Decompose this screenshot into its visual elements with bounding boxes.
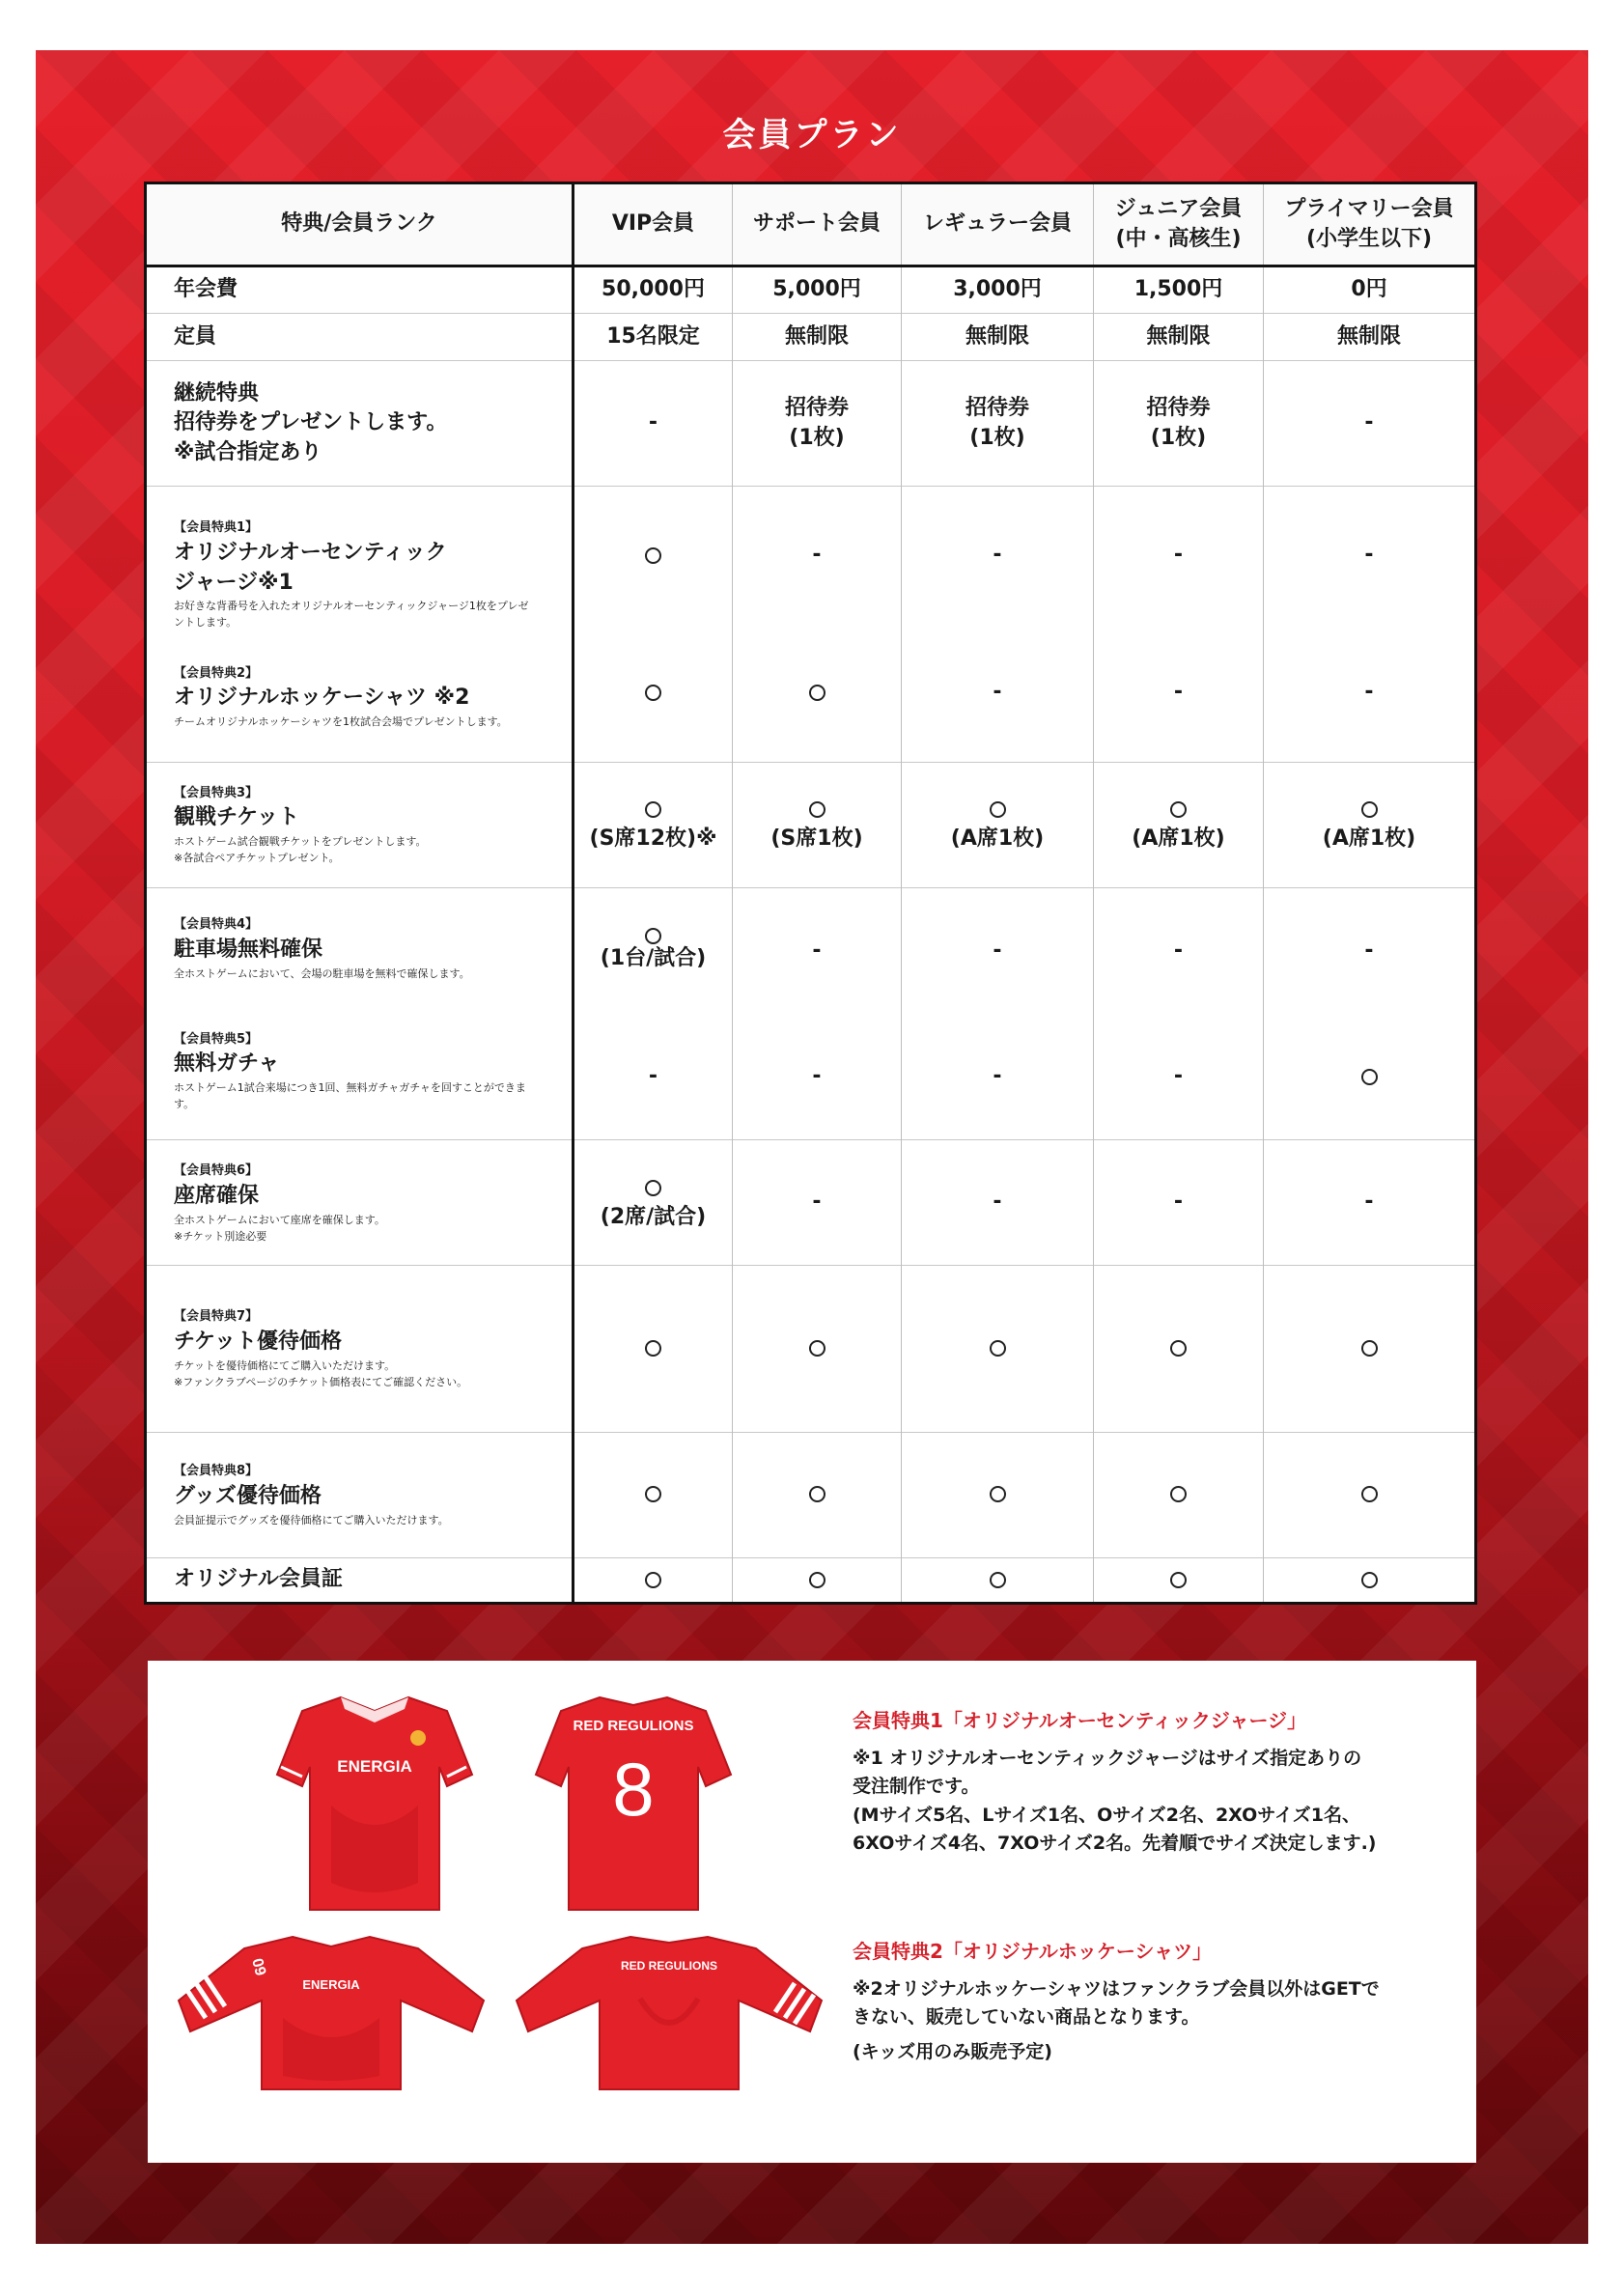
circle-mark xyxy=(645,1572,661,1588)
fee-value: 0円 xyxy=(1264,266,1476,314)
circle-mark xyxy=(645,1340,661,1357)
hockey-sleeve-number: 09 xyxy=(248,1956,269,1978)
benefit-7-value xyxy=(902,1266,1094,1432)
table-row xyxy=(146,1557,1476,1603)
jersey-notes xyxy=(853,1705,1470,2066)
fee-value: 3,000円 xyxy=(902,266,1094,314)
capacity-value: 無制限 xyxy=(733,314,902,361)
fee-value: 5,000円 xyxy=(733,266,902,314)
benefit-8-value xyxy=(574,1432,733,1557)
benefit-8-value xyxy=(733,1432,902,1557)
benefit-1-2-value: - - xyxy=(902,487,1094,762)
circle-mark xyxy=(990,1486,1006,1502)
table-row xyxy=(146,1432,1476,1557)
benefit-1-2-value: - xyxy=(733,487,902,762)
benefit-3-value: (A席1枚) xyxy=(1094,762,1264,887)
continuation-value: 招待券 (1枚) xyxy=(902,361,1094,487)
circle-mark xyxy=(1170,1340,1187,1357)
authentic-jersey-back-image xyxy=(532,1690,735,1917)
circle-mark xyxy=(1361,801,1378,818)
benefit-8-label: 【会員特典8】 グッズ優待価格 会員証提示でグッズを優待価格にてご購入いただけます。 xyxy=(146,1432,574,1557)
continuation-value: 招待券 (1枚) xyxy=(733,361,902,487)
benefit-3-value: (A席1枚) xyxy=(1264,762,1476,887)
header-support: サポート会員 xyxy=(733,183,902,266)
jersey-sponsor-text: ENERGIA xyxy=(337,1757,412,1776)
note-1-text: ※1 オリジナルオーセンティックジャージはサイズ指定ありの 受注制作です。 (Mサイズ5名、Lサイズ1名、Oサイズ2名、2XOサイズ1名、 6XOサイズ4名、7XOサイズ2名。先着順でサイズ決定します.) xyxy=(853,1748,1377,1855)
benefit-4-5-label: 【会員特典4】 駐車場無料確保 全ホストゲームにおいて、会場の駐車場を無料で確保します。 【会員特典5】 無料ガチャ ホストゲーム1試合来場につき1回、無料ガチャガチャを回すことができます。 xyxy=(146,887,574,1139)
capacity-label: 定員 xyxy=(146,314,574,361)
hockey-shirt-front-image xyxy=(177,1931,486,2095)
table-row xyxy=(146,487,1476,762)
benefit-8-value xyxy=(902,1432,1094,1557)
benefit-3-label: 【会員特典3】 観戦チケット ホストゲーム試合観戦チケットをプレゼントします。 ※各試合ペアチケットプレゼント。 xyxy=(146,762,574,887)
circle-mark xyxy=(1170,1486,1187,1502)
benefit-3-value: (S席12枚)※ xyxy=(574,762,733,887)
circle-mark xyxy=(809,801,825,818)
table-row xyxy=(146,762,1476,887)
header-regular: レギュラー会員 xyxy=(902,183,1094,266)
note-2-text: ※2オリジナルホッケーシャツはファンクラブ会員以外はGETで きない、販売していない商品となります。 (キッズ用のみ販売予定) xyxy=(853,1977,1380,2062)
circle-mark xyxy=(1361,1572,1378,1588)
member-card-value xyxy=(574,1557,733,1603)
benefit-7-label: 【会員特典7】 チケット優待価格 チケットを優待価格にてご購入いただけます。 ※ファンクラブページのチケット価格表にてご確認ください。 xyxy=(146,1266,574,1432)
circle-mark xyxy=(990,801,1006,818)
benefit-4-5-value: - - xyxy=(902,887,1094,1139)
circle-mark xyxy=(1361,1069,1378,1085)
benefit-6-value: - xyxy=(733,1140,902,1266)
benefit-6-label: 【会員特典6】 座席確保 全ホストゲームにおいて座席を確保します。 ※チケット別途必要 xyxy=(146,1140,574,1266)
circle-mark xyxy=(1170,1572,1187,1588)
benefit-1-2-value xyxy=(574,487,733,762)
circle-mark xyxy=(1361,1340,1378,1357)
circle-mark xyxy=(645,685,661,701)
header-label: 特典/会員ランク xyxy=(146,183,574,266)
table-row xyxy=(146,314,1476,361)
benefit-4-5-value: - - xyxy=(1094,887,1264,1139)
circle-mark xyxy=(645,547,661,564)
benefit-4-5-value: - xyxy=(1264,887,1476,1139)
fee-value: 50,000円 xyxy=(574,266,733,314)
circle-mark xyxy=(809,1486,825,1502)
fee-label: 年会費 xyxy=(146,266,574,314)
benefit-1-2-value: - - xyxy=(1094,487,1264,762)
circle-mark xyxy=(645,801,661,818)
circle-mark xyxy=(645,1486,661,1502)
note-1-heading: 会員特典1「オリジナルオーセンティックジャージ」 xyxy=(853,1709,1307,1732)
header-vip: VIP会員 xyxy=(574,183,733,266)
benefit-3-value: (A席1枚) xyxy=(902,762,1094,887)
authentic-jersey-front-image xyxy=(273,1690,476,1917)
circle-mark xyxy=(809,1572,825,1588)
benefit-7-value xyxy=(733,1266,902,1432)
benefit-6-value: - xyxy=(902,1140,1094,1266)
table-row xyxy=(146,1140,1476,1266)
benefit-3-value: (S席1枚) xyxy=(733,762,902,887)
jersey-images xyxy=(148,1661,853,2163)
table-row xyxy=(146,1266,1476,1432)
benefit-8-value xyxy=(1264,1432,1476,1557)
member-card-label: オリジナル会員証 xyxy=(146,1557,574,1603)
table-row xyxy=(146,361,1476,487)
circle-mark xyxy=(809,1340,825,1357)
note-2-heading: 会員特典2「オリジナルホッケーシャツ」 xyxy=(853,1939,1213,1963)
benefit-6-value: - xyxy=(1264,1140,1476,1266)
member-card-value xyxy=(1094,1557,1264,1603)
benefit-4-5-value: - - xyxy=(733,887,902,1139)
jersey-info-box xyxy=(148,1661,1476,2163)
circle-mark xyxy=(645,1180,661,1196)
capacity-value: 無制限 xyxy=(1264,314,1476,361)
member-card-value xyxy=(902,1557,1094,1603)
continuation-value: - xyxy=(1264,361,1476,487)
member-card-value xyxy=(1264,1557,1476,1603)
jersey-number-text: 8 xyxy=(612,1747,655,1832)
capacity-value: 無制限 xyxy=(1094,314,1264,361)
member-card-value xyxy=(733,1557,902,1603)
hockey-shirt-back-image xyxy=(515,1931,824,2095)
table-row xyxy=(146,266,1476,314)
benefit-6-value: - xyxy=(1094,1140,1264,1266)
capacity-value: 無制限 xyxy=(902,314,1094,361)
benefit-7-value xyxy=(1094,1266,1264,1432)
membership-plan-table xyxy=(144,182,1477,1605)
jersey-team-text: RED REGULIONS xyxy=(573,1718,694,1734)
circle-mark xyxy=(1361,1486,1378,1502)
circle-mark xyxy=(990,1340,1006,1357)
benefit-7-value xyxy=(574,1266,733,1432)
circle-mark xyxy=(809,685,825,701)
circle-mark xyxy=(1170,801,1187,818)
fee-value: 1,500円 xyxy=(1094,266,1264,314)
circle-mark xyxy=(990,1572,1006,1588)
table-row xyxy=(146,887,1476,1139)
hockey-sponsor-text: ENERGIA xyxy=(302,1977,360,1992)
continuation-label: 継続特典 招待券をプレゼントします。 ※試合指定あり xyxy=(146,361,574,487)
benefit-8-value xyxy=(1094,1432,1264,1557)
continuation-value: - xyxy=(574,361,733,487)
benefit-1-2-label: 【会員特典1】 オリジナルオーセンティック ジャージ※1 お好きな背番号を入れたオリジナルオーセンティックジャージ1枚をプレゼントします。 【会員特典2】 オリジナルホッケーシャツ ※2 チームオリジナルホッケーシャツを1枚試合会場でプレゼントします。 xyxy=(146,487,574,762)
benefit-4-5-value: (1台/試合) - xyxy=(574,887,733,1139)
benefit-7-value xyxy=(1264,1266,1476,1432)
header-junior: ジュニア会員 (中・高核生) xyxy=(1094,183,1264,266)
poster-background xyxy=(36,50,1588,2244)
table-header-row xyxy=(146,183,1476,266)
benefit-1-2-value: - - xyxy=(1264,487,1476,762)
capacity-value: 15名限定 xyxy=(574,314,733,361)
circle-mark xyxy=(645,928,661,944)
page-title: 会員プラン xyxy=(722,116,902,154)
continuation-value: 招待券 (1枚) xyxy=(1094,361,1264,487)
hockey-team-text: RED REGULIONS xyxy=(620,1959,718,1973)
benefit-6-value: (2席/試合) xyxy=(574,1140,733,1266)
header-primary: プライマリー会員 (小学生以下) xyxy=(1264,183,1476,266)
